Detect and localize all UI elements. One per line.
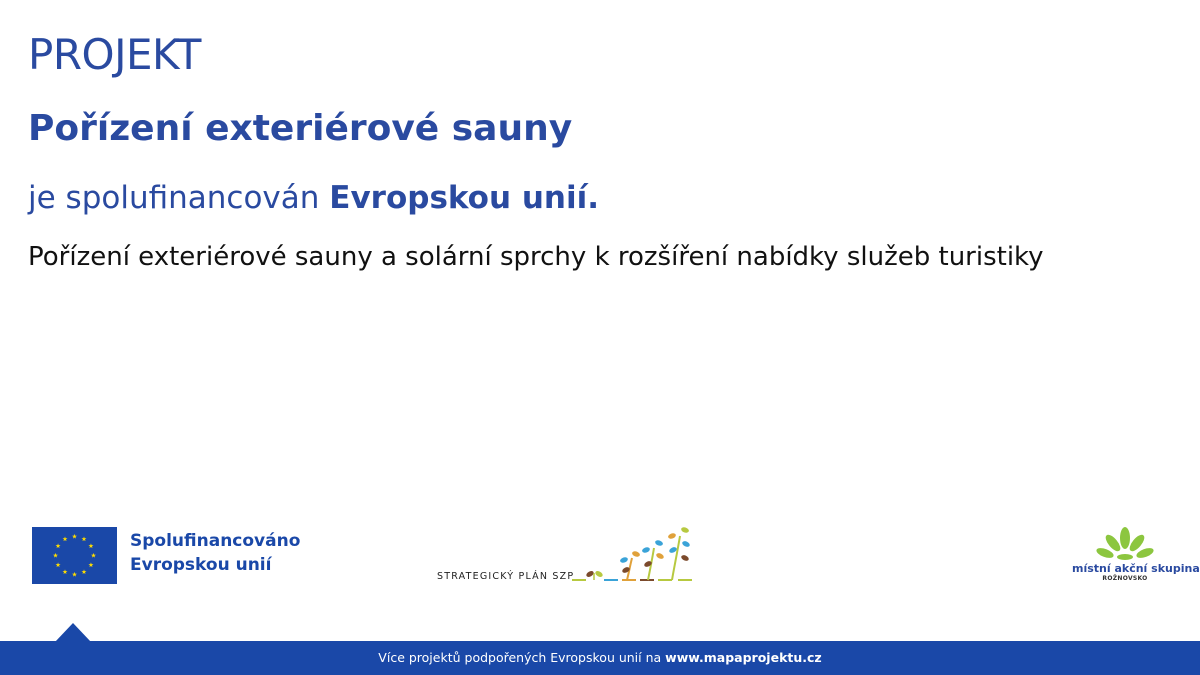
- eu-text-line1: Spolufinancováno: [130, 531, 301, 551]
- szp-logo: [437, 524, 712, 586]
- footer-notch: [55, 623, 91, 642]
- eu-star: [72, 534, 77, 539]
- cofinance-prefix: je spolufinancován: [28, 180, 320, 216]
- eu-star: [82, 536, 87, 541]
- page-heading: PROJEKT: [28, 30, 201, 79]
- eu-star: [63, 536, 68, 541]
- eu-star: [72, 572, 77, 577]
- eu-star: [53, 553, 58, 558]
- eu-star: [56, 543, 61, 548]
- footer-text: Více projektů podpořených Evropskou unií na: [378, 650, 662, 665]
- leaf-cluster-icon: [1095, 526, 1155, 564]
- mas-name: místní akční skupina: [1072, 562, 1200, 575]
- eu-flag-icon: [32, 527, 117, 584]
- eu-star: [63, 569, 68, 574]
- mas-logo: [1072, 526, 1200, 586]
- eu-text-line2: Evropskou unií: [130, 555, 272, 575]
- szp-label: STRATEGICKÝ PLÁN SZP: [437, 571, 575, 582]
- eu-cofinance-text: [130, 529, 300, 577]
- szp-plants-icon: [572, 524, 712, 586]
- project-description: Pořízení exteriérové sauny a solární sprchy k rozšíření nabídky služeb turistiky: [28, 242, 1044, 272]
- eu-star: [88, 562, 93, 567]
- cofinance-statement: [28, 180, 599, 216]
- footer-link[interactable]: www.mapaprojektu.cz: [665, 650, 822, 665]
- mas-region: ROŽNOVSKO: [1102, 575, 1148, 582]
- project-title: Pořízení exteriérové sauny: [28, 108, 573, 149]
- cofinance-emphasis: Evropskou unií.: [329, 180, 600, 216]
- eu-star: [91, 553, 96, 558]
- footer-bar: [0, 641, 1200, 675]
- eu-star: [82, 569, 87, 574]
- eu-star: [88, 543, 93, 548]
- eu-star: [56, 562, 61, 567]
